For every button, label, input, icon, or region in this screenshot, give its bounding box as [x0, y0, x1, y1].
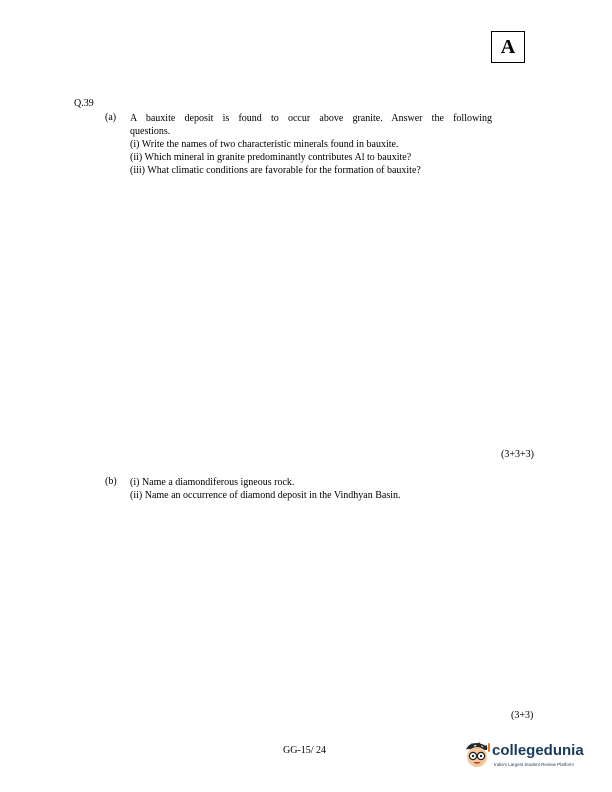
part-b-text — [130, 476, 492, 502]
logo-brand-text: collegedunia — [492, 742, 584, 759]
part-a-item-1: (i) Write the names of two characteristic minerals found in bauxite. — [130, 139, 399, 150]
part-a-stem-line2: questions. — [130, 126, 171, 137]
student-mascot-icon — [462, 740, 492, 774]
part-a-label: (a) — [105, 112, 117, 123]
page-number: GG-15/ 24 — [283, 745, 327, 756]
logo-tagline: India's Largest Student Review Platform — [494, 762, 574, 767]
paper-set-code: A — [500, 35, 516, 58]
part-b-label: (b) — [105, 476, 117, 487]
part-a-text — [130, 112, 492, 177]
part-a-stem-line1: A bauxite deposit is found to occur above granite. Answer the following — [130, 113, 492, 124]
collegedunia-logo — [462, 740, 592, 774]
question-number: Q.39 — [74, 98, 94, 109]
part-a-item-2: (ii) Which mineral in granite predominantly contributes Al to bauxite? — [130, 152, 412, 163]
part-a-item-3: (iii) What climatic conditions are favorable for the formation of bauxite? — [130, 165, 421, 176]
part-b-marks: (3+3) — [511, 710, 534, 721]
paper-set-box — [491, 31, 525, 63]
part-a-marks: (3+3+3) — [501, 449, 534, 460]
part-b-item-2: (ii) Name an occurrence of diamond deposit in the Vindhyan Basin. — [130, 490, 401, 501]
part-b-item-1: (i) Name a diamondiferous igneous rock. — [130, 477, 295, 488]
